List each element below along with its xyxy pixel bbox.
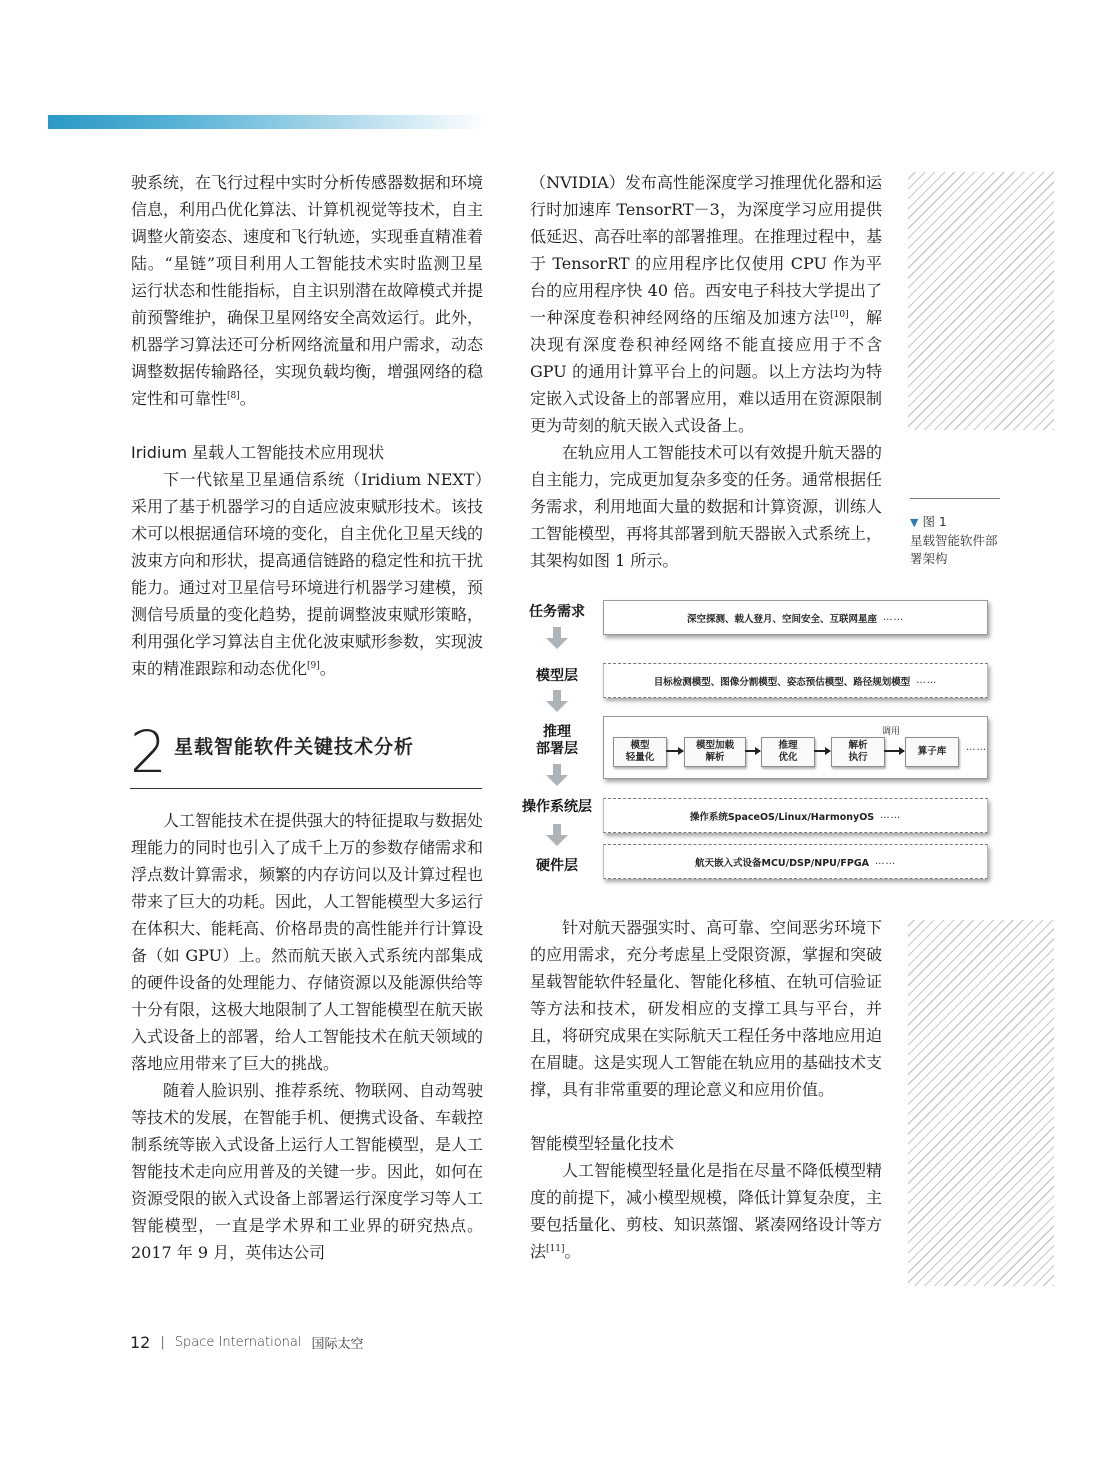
header-accent-bar [48, 115, 488, 129]
publication-name-cn: 国际太空 [311, 1337, 364, 1352]
level-task: 任务需求 [529, 604, 585, 620]
inference-box: 模型 轻量化 模型加载 解析 推理 优化 解析 执行 调用 算子库 …… [603, 716, 988, 779]
level-model: 模型层 [536, 668, 578, 684]
caption-marker-icon: ▼ [910, 516, 919, 529]
page-number: 12 [130, 1333, 151, 1352]
margin-hatch-bottom [908, 920, 1054, 1286]
margin-hatch-top [908, 172, 1054, 430]
subsection-heading: Iridium 星载人工智能技术应用现状 [131, 443, 385, 462]
right-arrow-icon [745, 750, 760, 752]
figure-caption [910, 498, 1000, 568]
section-number: 2 [130, 718, 167, 786]
paragraph: 在轨应用人工智能技术可以有效提升航天器的自主能力，完成更加复杂多变的任务。通常根据任务需求，利用地面大量的数据和计算资源，训练人工智能模型，再将其部署到航天器嵌入式系统上，其架构如图 1 所示。 [530, 443, 883, 570]
caption-label: 图 1 [922, 514, 947, 529]
paragraph: 随着人脸识别、推荐系统、物联网、自动驾驶等技术的发展，在智能手机、便携式设备、车载控制系统等嵌入式设备上运行人工智能模型，是人工智能技术走向应用普及的关键一步。因此，如何在资源受限的嵌入式设备上部署运行深度学习等人工智能模型，一直是学术界和工业界的研究热点。2017 年 9 月，英伟达公司 [131, 1081, 484, 1262]
caption-text: 星载智能软件部署架构 [910, 533, 998, 566]
page-footer [130, 1333, 363, 1352]
section-heading [130, 718, 482, 789]
chip-optimize: 推理 优化 [761, 737, 815, 767]
paragraph: （NVIDIA）发布高性能深度学习推理优化器和运行时加速库 TensorRT－3，为深度学习应用提供低延迟、高吞吐率的部署推理。在推理过程中，基于 TensorRT 的应用程序比仅使用 CPU 作为平台的应用程序快 40 倍。西安电子科技大学提出了一种深度卷积神经网络的压缩及加速方法[10]，解决现有深度卷积神经网络不能直接应用于不含 GPU 的通用计算平台上的问题。以上方法均为特定嵌入式设备上的部署应用，难以适用在资源限制更为苛刻的航天嵌入式设备上。 [530, 173, 883, 435]
down-arrow-icon [546, 627, 568, 649]
right-column-lower [530, 914, 882, 1265]
right-column-upper [530, 169, 882, 574]
subsection-heading: 智能模型轻量化技术 [530, 1134, 675, 1153]
chip-operator-library: 算子库 [905, 737, 959, 767]
right-arrow-icon [884, 750, 904, 752]
paragraph: 驶系统，在飞行过程中实时分析传感器数据和环境信息，利用凸优化算法、计算机视觉等技术，自主调整火箭姿态、速度和飞行轨迹，实现垂直精准着陆。“星链”项目利用人工智能技术实时监测卫星运行状态和性能指标，自主识别潜在故障模式并提前预警维护，确保卫星网络安全高效运行。此外，机器学习算法还可分析网络流量和用户需求，动态调整数据传输路径，实现负载均衡，增强网络的稳定性和可靠性[8]。 [131, 173, 484, 408]
chip-load-parse: 模型加载 解析 [684, 737, 746, 767]
level-hardware: 硬件层 [536, 858, 578, 874]
call-label: 调用 [882, 727, 901, 737]
level-inference: 推理 部署层 [536, 724, 578, 757]
section-title: 星载智能软件关键技术分析 [174, 736, 415, 758]
paragraph: 下一代铱星卫星通信系统（Iridium NEXT）采用了基于机器学习的自适应波束赋形技术。该技术可以根据通信环境的变化，自主优化卫星天线的波束方向和形状，提高通信链路的稳定性和抗干扰能力。通过对卫星信号环境进行机器学习建模，预测信号质量的变化趋势，提前调整波束赋形策略，利用强化学习算法自主优化波束赋形参数，实现波束的精准跟踪和动态优化[9]。 [131, 470, 484, 678]
publication-name-en: Space International [174, 1335, 302, 1350]
level-os: 操作系统层 [522, 799, 592, 815]
task-box: 深空探测、载人登月、空间安全、互联网星座 …… [603, 600, 988, 635]
os-box: 操作系统SpaceOS/Linux/HarmonyOS …… [603, 798, 988, 833]
architecture-diagram [516, 598, 990, 880]
hardware-box: 航天嵌入式设备MCU/DSP/NPU/FPGA …… [603, 844, 988, 879]
paragraph: 人工智能模型轻量化是指在尽量不降低模型精度的前提下，减小模型规模，降低计算复杂度，主要包括量化、剪枝、知识蒸馏、紧凑网络设计等方法[11]。 [530, 1161, 883, 1261]
footer-divider: | [160, 1335, 165, 1350]
chip-lightweight: 模型 轻量化 [613, 737, 667, 767]
chip-execute: 解析 执行 [831, 737, 885, 767]
down-arrow-icon [546, 764, 568, 786]
right-arrow-icon [666, 750, 683, 752]
down-arrow-icon [546, 690, 568, 712]
left-column-lower [131, 807, 483, 1266]
left-column [131, 169, 483, 682]
down-arrow-icon [546, 824, 568, 846]
paragraph: 人工智能技术在提供强大的特征提取与数据处理能力的同时也引入了成千上万的参数存储需求和浮点数计算需求，频繁的内存访问以及计算过程也带来了巨大的功耗。因此，人工智能模型大多运行在体积大、能耗高、价格昂贵的高性能并行计算设备（如 GPU）上。然而航天嵌入式系统内部集成的硬件设备的处理能力、存储资源以及能源供给等十分有限，这极大地限制了人工智能模型在航天嵌入式设备上的部署，给人工智能技术在航天领域的落地应用带来了巨大的挑战。 [131, 811, 484, 1073]
model-box: 目标检测模型、图像分割模型、姿态预估模型、路径规划模型 …… [603, 663, 988, 698]
right-arrow-icon [814, 750, 830, 752]
paragraph: 针对航天器强实时、高可靠、空间恶劣环境下的应用需求，充分考虑星上受限资源，掌握和突破星载智能软件轻量化、智能化移植、在轨可信验证等方法和技术，研发相应的支撑工具与平台，并且，将研究成果在实际航天工程任务中落地应用迫在眉睫。这是实现人工智能在轨应用的基础技术支撑，具有非常重要的理论意义和应用价值。 [530, 918, 883, 1099]
